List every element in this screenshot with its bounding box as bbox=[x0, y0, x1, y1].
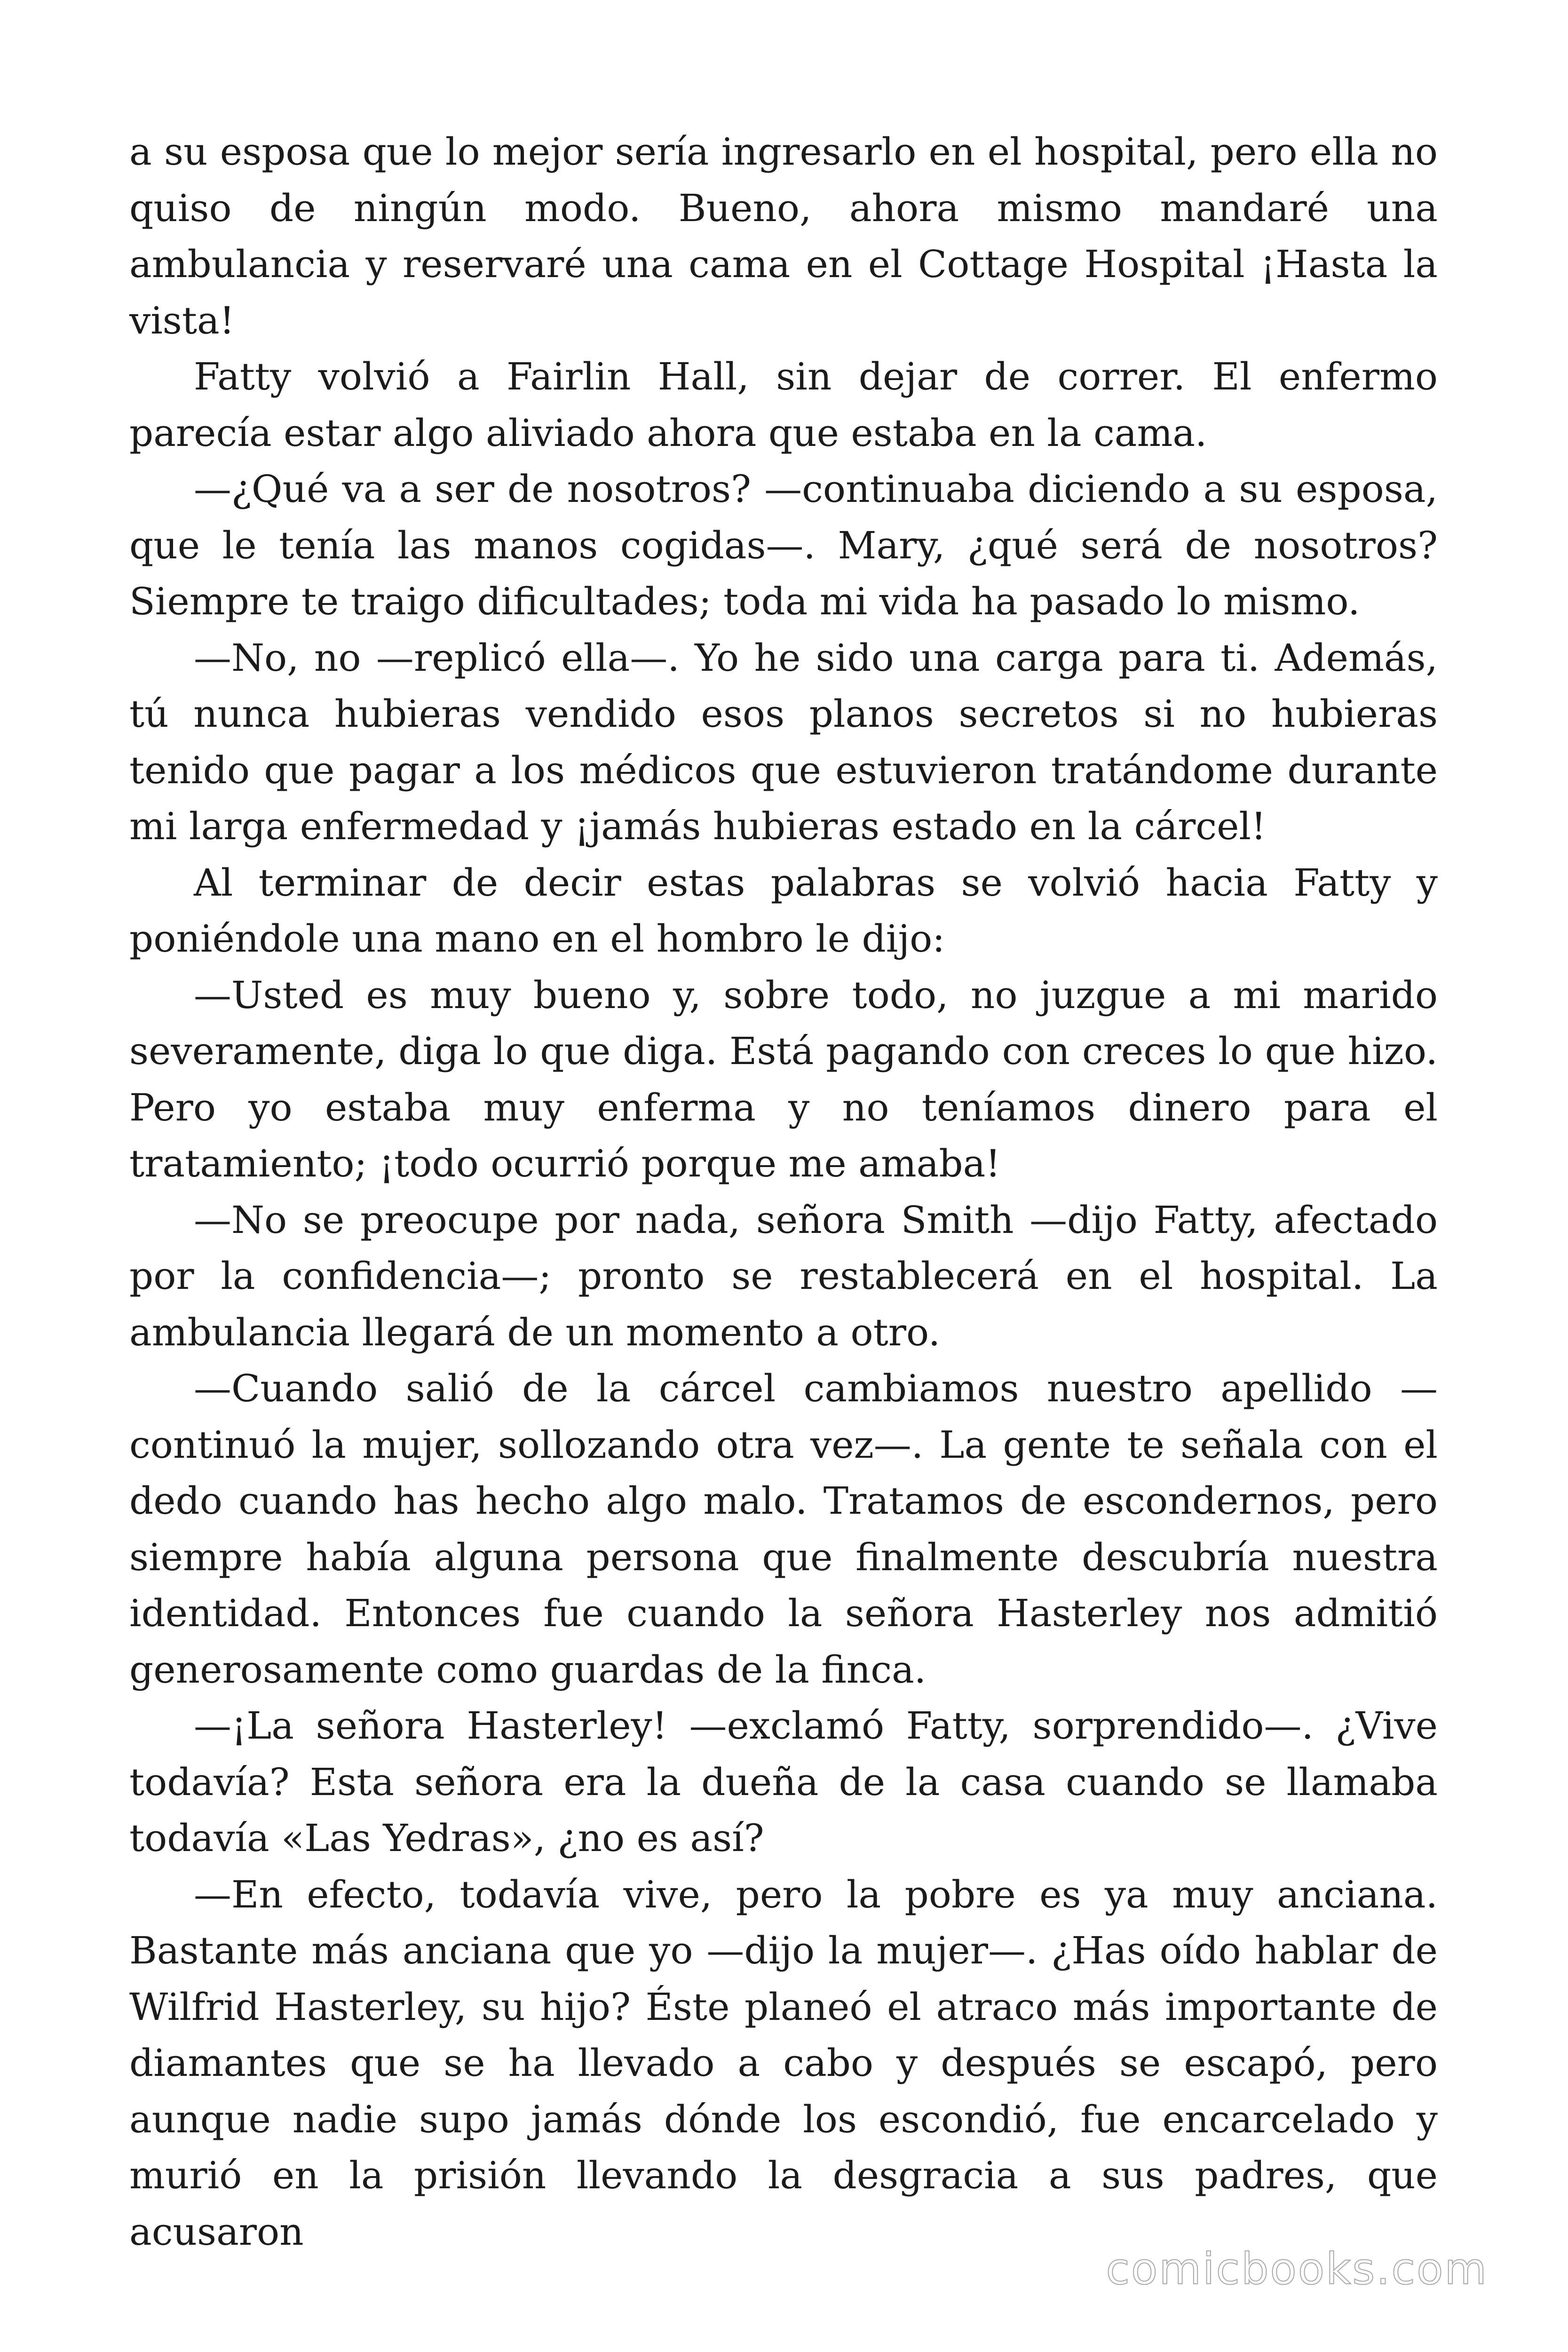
paragraph-1: a su esposa que lo mejor sería ingresarlo en el hospital, pero ella no quiso de ningún modo. Bueno, ahora mismo mandaré una ambulancia y reservaré una cama en el Cottage Hospital ¡Hasta la vista! bbox=[129, 130, 1438, 342]
page-body bbox=[129, 124, 1438, 2260]
watermark: comicbooks.com bbox=[1106, 2244, 1488, 2294]
paragraph-2: Fatty volvió a Fairlin Hall, sin dejar de correr. El enfermo parecía estar algo aliviado ahora que estaba en la cama. bbox=[129, 355, 1438, 455]
paragraph-9: —¡La señora Hasterley! —exclamó Fatty, sorprendido—. ¿Vive todavía? Esta señora era la dueña de la casa cuando se llamaba todavía «Las Yedras», ¿no es así? bbox=[129, 1704, 1438, 1860]
paragraph-5: Al terminar de decir estas palabras se volvió hacia Fatty y poniéndole una mano en el hombro le dijo: bbox=[129, 860, 1438, 961]
paragraph-4: —No, no —replicó ella—. Yo he sido una carga para ti. Además, tú nunca hubieras vendido esos planos secretos si no hubieras tenido que pagar a los médicos que estuvieron tratándome durante mi larga enfermedad y ¡jamás hubieras estado en la cárcel! bbox=[129, 636, 1438, 848]
paragraph-8: —Cuando salió de la cárcel cambiamos nuestro apellido — continuó la mujer, sollozando otra vez—. La gente te señala con el dedo cuando has hecho algo malo. Tratamos de escondernos, pero siempre había alguna persona que finalmente descubría nuestra identidad. Entonces fue cuando la señora Hasterley nos admitió generosamente como guardas de la finca. bbox=[129, 1367, 1438, 1692]
paragraph-7: —No se preocupe por nada, señora Smith —dijo Fatty, afectado por la confidencia—; pronto se restablecerá en el hospital. La ambulancia llegará de un momento a otro. bbox=[129, 1198, 1438, 1354]
paragraph-10: —En efecto, todavía vive, pero la pobre es ya muy anciana. Bastante más anciana que yo —dijo la mujer—. ¿Has oído hablar de Wilfrid Hasterley, su hijo? Éste planeó el atraco más importante de diamantes que se ha llevado a cabo y después se escapó, pero aunque nadie supo jamás dónde los escondió, fue encarcelado y murió en la prisión llevando la desgracia a sus padres, que acusaron bbox=[129, 1872, 1438, 2254]
paragraph-3: —¿Qué va a ser de nosotros? —continuaba diciendo a su esposa, que le tenía las manos cogidas—. Mary, ¿qué será de nosotros? Siempre te traigo dificultades; toda mi vida ha pasado lo mismo. bbox=[129, 467, 1438, 623]
paragraph-6: —Usted es muy bueno y, sobre todo, no juzgue a mi marido severamente, diga lo que diga. Está pagando con creces lo que hizo. Pero yo estaba muy enferma y no teníamos dinero para el tratamiento; ¡todo ocurrió porque me amaba! bbox=[129, 973, 1438, 1185]
